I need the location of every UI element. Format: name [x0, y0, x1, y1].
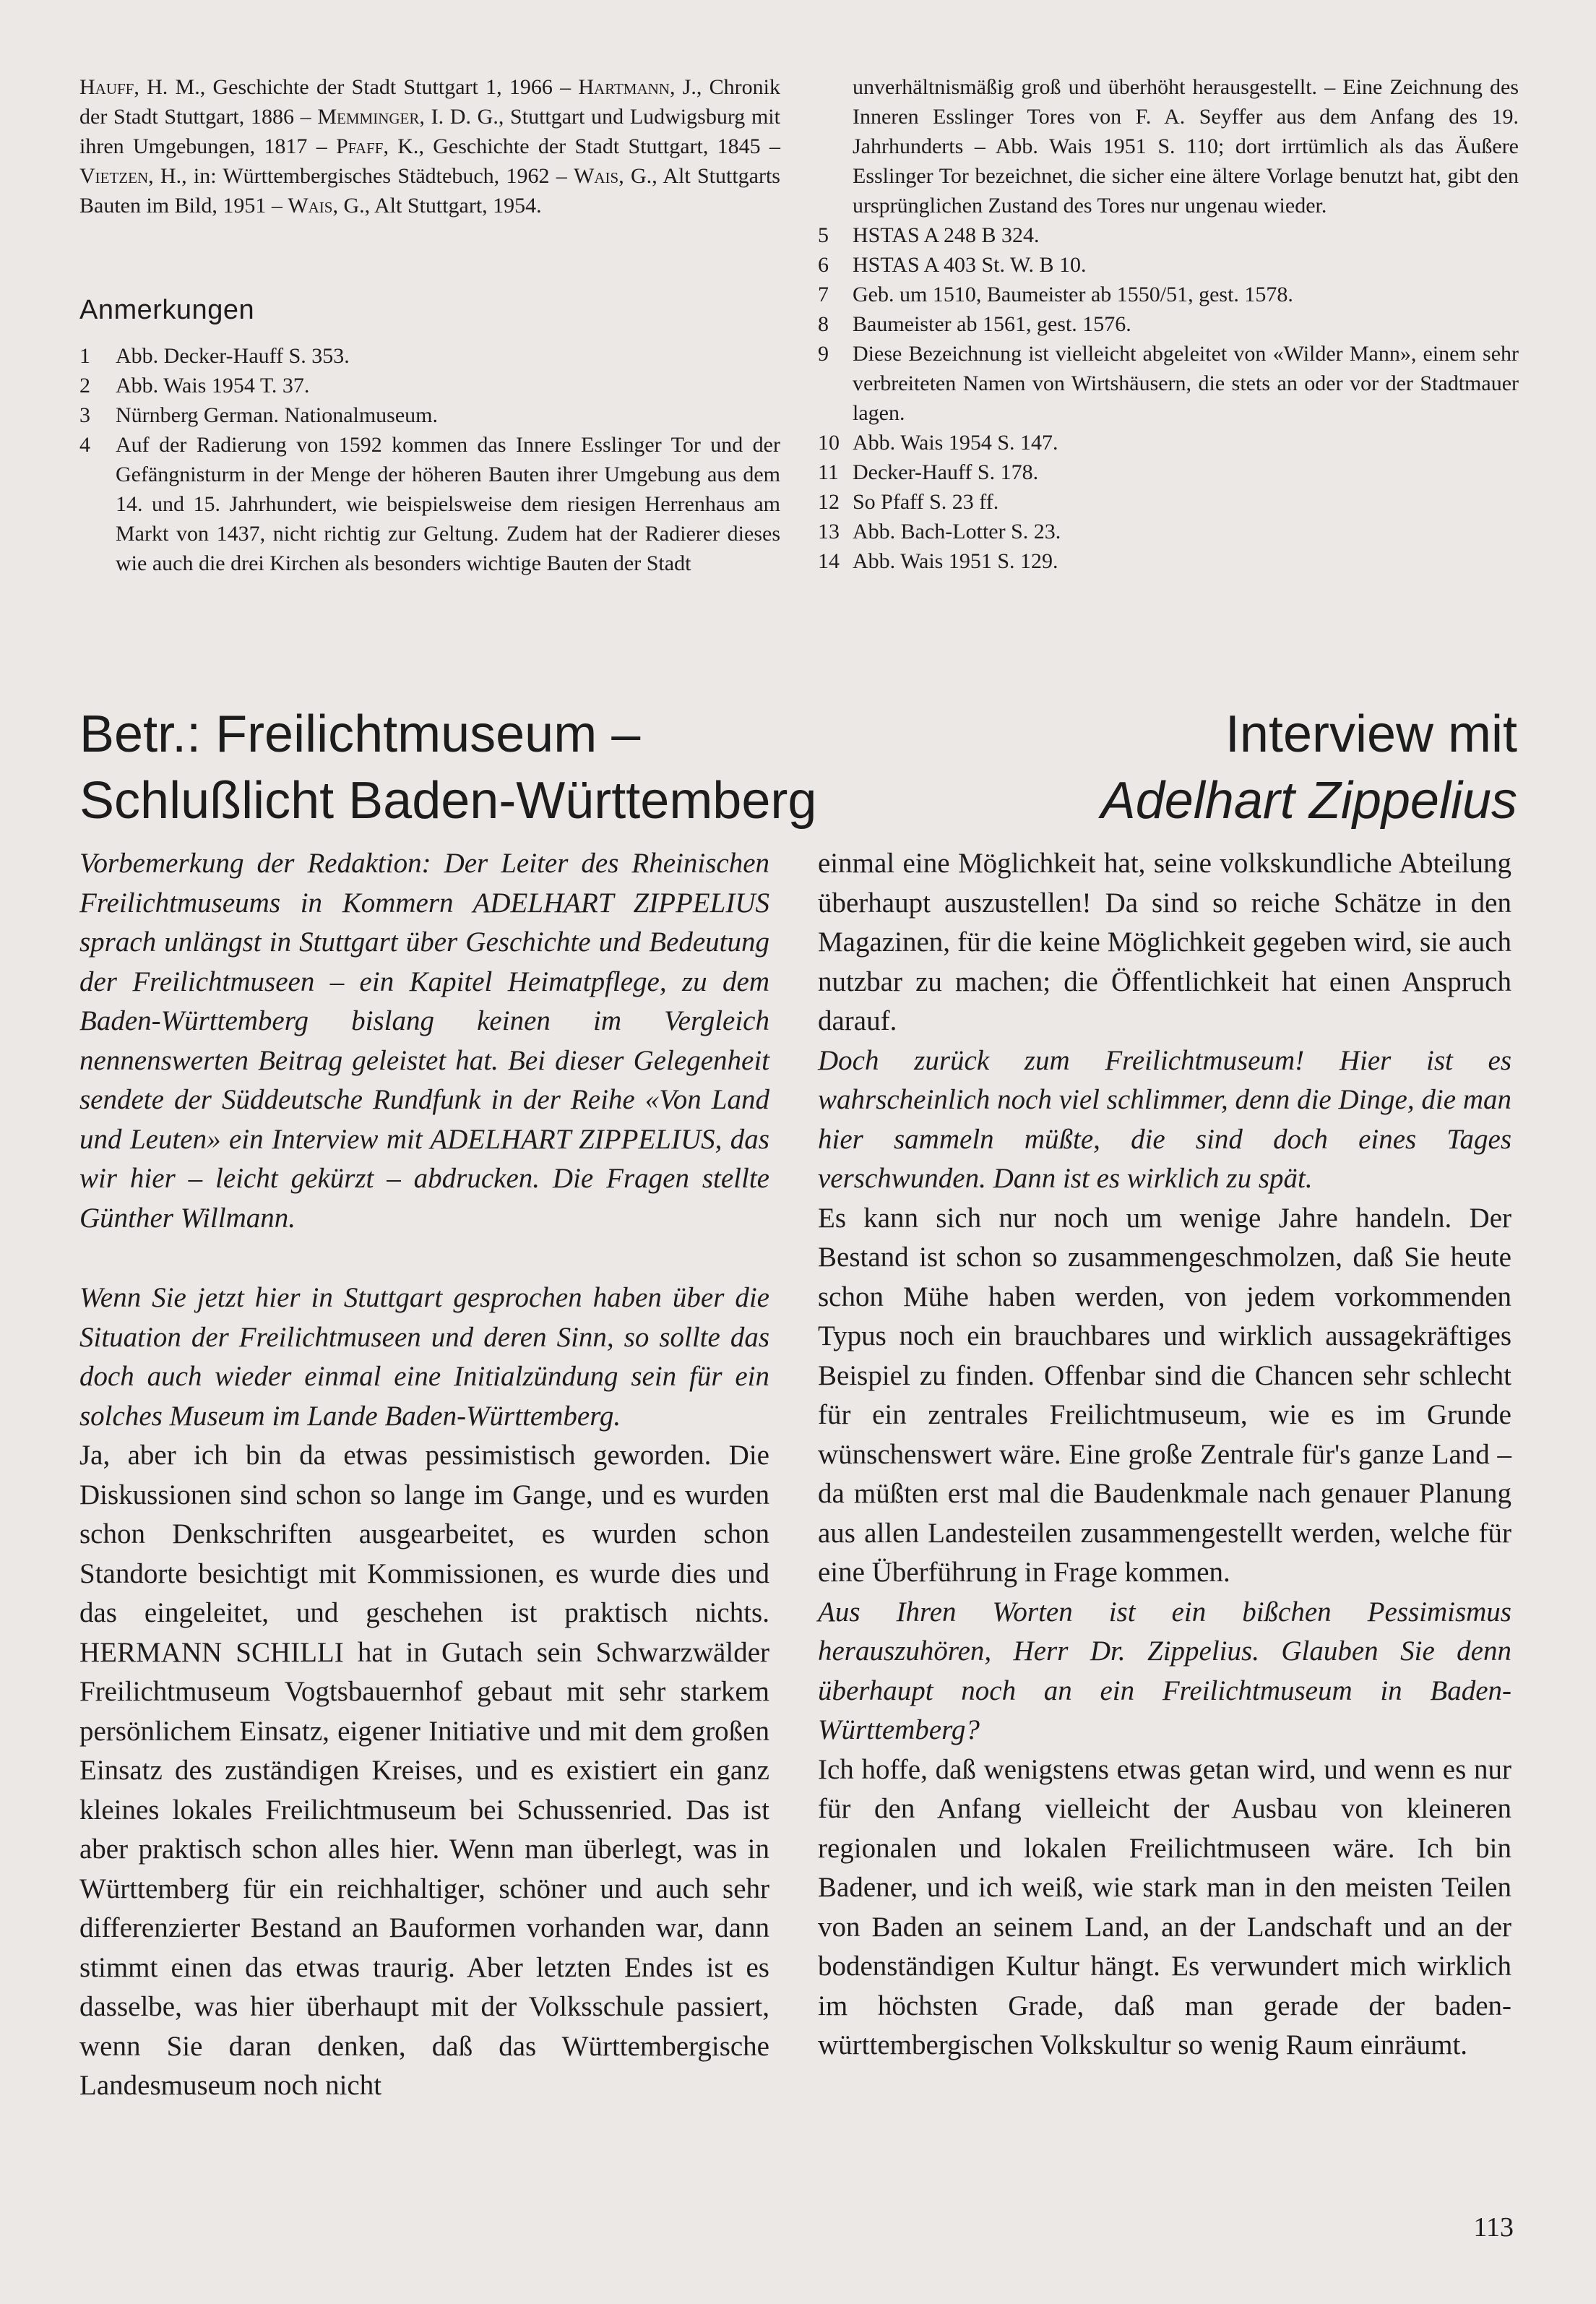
note-text: unverhältnismäßig groß und überhöht herausgestellt. – Eine Zeichnung des Inneren Esslinger Tores von F. A. Seyffer aus dem Anfang des 19. Jahrhunderts – Abb. Wais 1951 S. 110; dort irrtümlich als das Äußere Esslinger Tor bezeichnet, die sicher eine ältere Vorlage benutzt hat, gibt den ursprünglichen Zustand des Tores nur ungenau wieder.	[853, 75, 1519, 218]
reference-text: , Stuttgart und Ludwigsburg mit ihren Umgebungen, 1817 –	[79, 105, 780, 158]
reference-author: Hauff, H. M.	[79, 75, 200, 99]
note-text: Abb. Decker-Hauff S. 353.	[116, 344, 350, 368]
note-number	[818, 72, 853, 220]
note-item	[79, 430, 780, 578]
reference-text: , in: Württembergisches Städtebuch, 1962 –	[181, 164, 574, 188]
note-text: Baumeister ab 1561, gest. 1576.	[853, 312, 1131, 336]
page-number: 113	[1473, 2212, 1514, 2243]
note-text: Geb. um 1510, Baumeister ab 1550/51, gest. 1578.	[853, 283, 1293, 306]
reference-text: , Geschichte der Stadt Stuttgart, 1845 –	[418, 134, 781, 158]
article-title-line-2: Schlußlicht Baden-Württemberg	[79, 772, 817, 830]
paragraph-gap	[79, 1238, 769, 1278]
note-number: 2	[79, 374, 90, 397]
note-item	[818, 546, 1519, 576]
article-subtitle-line-2: Adelhart Zippelius	[1100, 772, 1517, 830]
note-item	[79, 341, 780, 371]
reference-author: Hartmann, J.	[578, 75, 696, 99]
note-text: Abb. Wais 1954 T. 37.	[116, 374, 310, 397]
note-text: Abb. Bach-Lotter S. 23.	[853, 520, 1061, 543]
note-text: So Pfaff S. 23 ff.	[853, 490, 999, 514]
note-number: 1	[79, 344, 90, 368]
note-item	[818, 457, 1519, 487]
article-column-left	[79, 844, 769, 2106]
note-text: Diese Bezeichnung ist vielleicht abgeleitet von «Wilder Mann», einem sehr verbreiteten Namen von Wirtshäusern, die stets an oder vor der Stadtmauer lagen.	[853, 342, 1519, 425]
interview-answer: Ich hoffe, daß wenigstens etwas getan wird, und wenn es nur für den Anfang vielleicht der Ausbau von kleineren regionalen und lokalen Freilichtmuseen wäre. Ich bin Badener, und ich weiß, wie stark man in den meisten Teilen von Baden an seinem Land, an der Landschaft und an der bodenständigen Kultur hängt. Es verwundert mich wirklich im höchsten Grade, daß man gerade der baden-württembergischen Volkskultur so wenig Raum einräumt.	[818, 1753, 1511, 2060]
note-number: 9	[818, 342, 829, 366]
reference-text: , Chronik der Stadt Stuttgart, 1886 –	[79, 75, 781, 129]
note-number: 14	[818, 549, 840, 573]
interview-question: Aus Ihren Worten ist ein bißchen Pessimismus herauszuhören, Herr Dr. Zippelius. Glauben Sie denn überhaupt noch an ein Freilichtmuseum in Baden-Württemberg?	[818, 1596, 1511, 1745]
note-number: 3	[79, 403, 90, 427]
note-number: 8	[818, 312, 829, 336]
note-number: 12	[818, 490, 840, 514]
note-text: HSTAS A 248 B 324.	[853, 223, 1040, 247]
note-item	[818, 487, 1519, 517]
reference-author: Wais, G.	[574, 164, 652, 188]
article-subtitle-line-1: Interview mit	[1225, 705, 1517, 763]
reference-author: Vietzen, H.	[79, 164, 182, 188]
note-number: 10	[818, 431, 840, 455]
reference-text: , Alt Stuttgart, 1954.	[364, 194, 542, 218]
note-item	[79, 400, 780, 430]
interview-answer: einmal eine Möglichkeit hat, seine volkskundliche Abteilung überhaupt auszustellen! Da sind so reiche Schätze in den Magazinen, für die keine Möglichkeit gegeben wird, sie auch nutzbar zu machen; die Öffentlichkeit hat einen Anspruch darauf.	[818, 848, 1511, 1036]
note-text: Abb. Wais 1951 S. 129.	[853, 549, 1058, 573]
interview-answer: Ja, aber ich bin da etwas pessimistisch geworden. Die Diskussionen sind schon so lange im Gange, und es wurden schon Denkschriften ausgearbeitet, es wurden schon Standorte besichtigt mit Kommissionen, es wurde dies und das eingeleitet, und geschehen ist praktisch nichts. HERMANN SCHILLI hat in Gutach sein Schwarzwälder Freilichtmuseum Vogtsbauernhof gebaut mit sehr starkem persönlichem Einsatz, eigener Initiative und mit dem großen Einsatz des zuständigen Kreises, und es existiert ein ganz kleines lokales Freilichtmuseum bei Schussenried. Das ist aber praktisch schon alles hier. Wenn man überlegt, was in Württemberg für ein reichhaltiger, schöner und auch sehr differenzierter Bestand an Bauformen vorhanden war, dann stimmt einen das etwas traurig. Aber letzten Endes ist es dasselbe, was hier überhaupt mit der Volksschule passiert, wenn Sie daran denken, daß das Württembergische Landesmuseum noch nicht	[79, 1440, 769, 2101]
note-item	[79, 371, 780, 400]
reference-author: Wais, G.	[288, 194, 365, 218]
note-item	[818, 517, 1519, 546]
note-number: 4	[79, 433, 90, 457]
interview-answer: Es kann sich nur noch um wenige Jahre handeln. Der Bestand ist schon so zusammengeschmolzen, daß Sie heute schon Mühe haben werden, von jedem vorkommenden Typus noch ein brauchbares und wirklich aussagekräftiges Beispiel zu finden. Offenbar sind die Chancen sehr schlecht für ein zentrales Freilichtmuseum, wie es im Grunde wünschenswert wäre. Eine große Zentrale für's ganze Land – da müßten erst mal die Baudenkmale nach genauer Planung aus allen Landesteilen zusammengestellt werden, welche für eine Überführung in Frage kommen.	[818, 1202, 1511, 1588]
note-number: 11	[818, 460, 839, 484]
note-item	[818, 428, 1519, 457]
notes-list-left	[79, 341, 780, 578]
reference-text: , Alt Stuttgarts Bauten im Bild, 1951 –	[79, 164, 780, 218]
note-number: 6	[818, 253, 829, 277]
note-item	[818, 280, 1519, 309]
reference-author: Pfaff, K.	[336, 134, 419, 158]
note-text: Abb. Wais 1954 S. 147.	[853, 431, 1058, 455]
reference-text: , Geschichte der Stadt Stuttgart 1, 1966 –	[199, 75, 579, 99]
note-text: HSTAS A 403 St. W. B 10.	[853, 253, 1087, 277]
note-text: Nürnberg German. Nationalmuseum.	[116, 403, 439, 427]
note-item	[818, 339, 1519, 428]
note-item	[818, 72, 1519, 220]
article-title-line-1: Betr.: Freilichtmuseum –	[79, 705, 641, 763]
reference-author: Memminger, I. D. G.	[317, 105, 499, 129]
bibliography	[79, 72, 780, 220]
note-text: Auf der Radierung von 1592 kommen das Innere Esslinger Tor und der Gefängnisturm in der Menge der höheren Bauten ihrer Umgebung aus dem 14. und 15. Jahrhundert, wie beispielsweise dem riesigen Herrenhaus am Markt von 1437, nicht richtig zur Geltung. Zudem hat der Radierer dieses wie auch die drei Kirchen als besonders wichtige Bauten der Stadt	[116, 433, 780, 575]
note-number: 7	[818, 283, 829, 306]
note-text: Decker-Hauff S. 178.	[853, 460, 1039, 484]
note-item	[818, 250, 1519, 280]
article-column-right	[818, 844, 1511, 2066]
interview-question: Doch zurück zum Freilichtmuseum! Hier ist es wahrscheinlich noch viel schlimmer, denn die Dinge, die man hier sammeln müßte, die sind doch eines Tages verschwunden. Dann ist es wirklich zu spät.	[818, 1044, 1511, 1194]
note-number: 13	[818, 520, 840, 543]
notes-heading: Anmerkungen	[79, 295, 255, 325]
article-title	[79, 701, 910, 834]
article-subtitle	[939, 701, 1517, 834]
interview-question: Vorbemerkung der Redaktion: Der Leiter des Rheinischen Freilichtmuseums in Kommern ADELHART ZIPPELIUS sprach unlängst in Stuttgart über Geschichte und Bedeutung der Freilichtmuseen – ein Kapitel Heimatpflege, zu dem Baden-Württemberg bislang keinen im Vergleich nennenswerten Beitrag geleistet hat. Bei dieser Gelegenheit sendete der Süddeutsche Rundfunk in der Reihe «Von Land und Leuten» ein Interview mit ADELHART ZIPPELIUS, das wir hier – leicht gekürzt – abdrucken. Die Fragen stellte Günther Willmann.	[79, 848, 769, 1234]
interview-question: Wenn Sie jetzt hier in Stuttgart gesprochen haben über die Situation der Freilichtmuseen und deren Sinn, so sollte das doch auch wieder einmal eine Initialzündung sein für ein solches Museum im Lande Baden-Württemberg.	[79, 1282, 769, 1432]
note-item	[818, 220, 1519, 250]
notes-list-right	[818, 72, 1519, 576]
note-item	[818, 309, 1519, 339]
note-number: 5	[818, 223, 829, 247]
